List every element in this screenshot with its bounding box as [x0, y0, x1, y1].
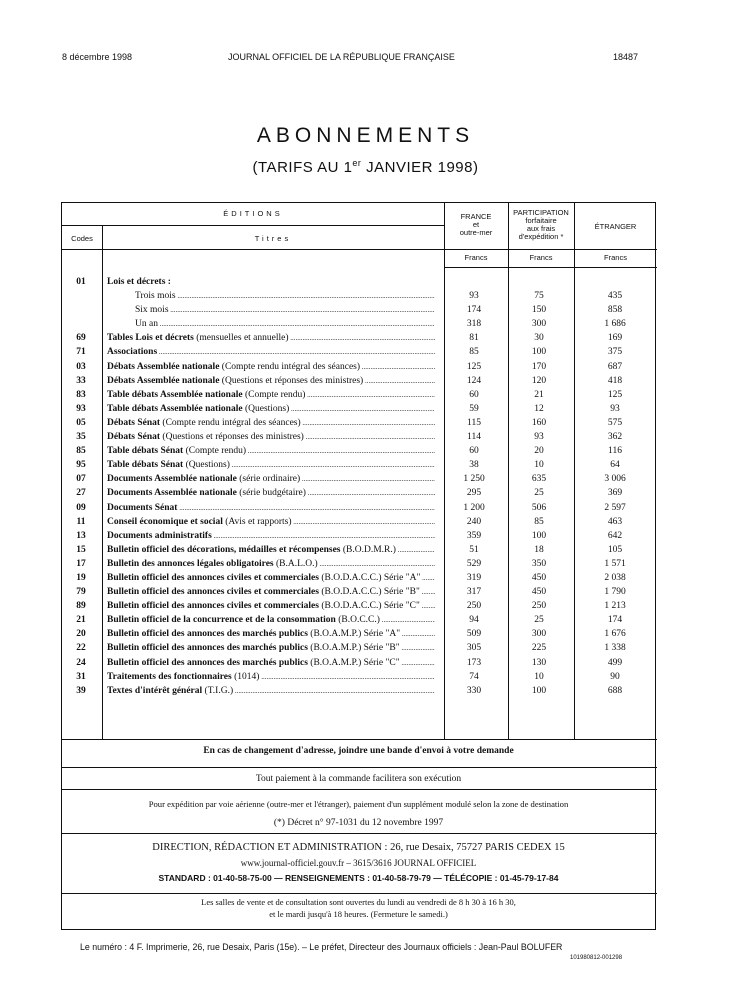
rule-header-bottom: [62, 249, 657, 250]
row-price-etranger: 687: [607, 361, 623, 372]
row-code: 13: [76, 530, 86, 541]
header-france-line-2: et: [472, 220, 480, 229]
row-price-etranger: 2 038: [604, 572, 626, 583]
row-code: 11: [76, 516, 86, 527]
row-price-participation: 635: [531, 474, 547, 485]
row-price-etranger: 575: [607, 417, 623, 428]
row-code: 21: [76, 615, 86, 626]
row-title-detail: (Compte rendu): [183, 446, 246, 457]
row-title-detail: (B.O.D.M.R.): [340, 544, 396, 555]
row-title-detail: (1014): [231, 671, 260, 682]
header-france: [444, 213, 508, 237]
row-price-etranger: 1 790: [604, 587, 626, 598]
row-price-participation: 93: [534, 432, 544, 443]
row-title: [107, 601, 435, 611]
row-title: [107, 658, 435, 668]
table-row: [61, 516, 656, 530]
row-title-bold: Textes d'intérêt général: [107, 685, 203, 696]
row-price-participation: 100: [531, 347, 547, 358]
table-row: [61, 403, 656, 417]
header-codes: Codes: [71, 234, 93, 243]
table-row: [61, 459, 656, 473]
page-subtitle: [0, 158, 731, 176]
row-title: [107, 376, 435, 386]
row-price-etranger: 64: [610, 460, 620, 471]
table-row: [61, 290, 656, 304]
row-price-etranger: 688: [607, 685, 623, 696]
row-title-detail: (B.O.A.M.P.) Série "C": [307, 657, 400, 668]
row-title-bold: Bulletin officiel de la concurrence et de la consommation: [107, 615, 336, 626]
row-title-bold: Documents Assemblée nationale: [107, 488, 237, 499]
contact-web: www.journal-officiel.gouv.fr – 3615/3616 JOURNAL OFFICIEL: [240, 858, 477, 868]
row-price-etranger: 1 686: [604, 319, 626, 330]
subscription-rows: [61, 276, 656, 699]
row-price-etranger: 642: [607, 530, 623, 541]
row-code: 69: [76, 333, 86, 344]
row-title-detail: (B.O.D.A.C.C.) Série "C": [318, 601, 420, 612]
row-price-participation: 350: [531, 558, 547, 569]
row-code: 33: [76, 375, 86, 386]
row-title: [107, 404, 435, 414]
header-participation-line-3: aux frais: [526, 224, 556, 233]
row-price-france: 250: [466, 601, 482, 612]
row-title-detail: (Questions et réponses des ministres): [219, 375, 364, 386]
contact-phones: STANDARD : 01-40-58-75-00 — RENSEIGNEMENTS : 01-40-58-79-79 — TÉLÉCOPIE : 01-45-79-17-84: [158, 873, 559, 883]
row-title-bold: Conseil économique et social: [107, 516, 223, 527]
row-title-bold: Lois et décrets :: [107, 277, 171, 287]
table-row: [61, 361, 656, 375]
row-price-etranger: 3 006: [604, 474, 626, 485]
header-editions: ÉDITIONS: [223, 209, 283, 218]
row-title-bold: Bulletin des annonces légales obligatoires: [107, 558, 274, 569]
row-title: [107, 460, 435, 470]
row-price-france: 174: [466, 305, 482, 316]
row-price-france: 125: [466, 361, 482, 372]
table-row: [61, 473, 656, 487]
row-code: 95: [76, 460, 86, 471]
rule-notes-3: [62, 833, 657, 834]
page-title: ABONNEMENTS: [256, 124, 475, 147]
subtitle-pre: (TARIFS AU 1: [252, 159, 353, 176]
note-payment: Tout paiement à la commande facilitera son exécution: [255, 774, 462, 784]
row-price-france: 59: [469, 403, 479, 414]
row-title-detail: (Compte rendu intégral des séances): [219, 361, 361, 372]
table-row: [61, 614, 656, 628]
row-title-bold: Débats Assemblée nationale: [107, 375, 220, 386]
row-price-etranger: 116: [608, 446, 622, 457]
row-price-etranger: 418: [607, 375, 623, 386]
row-price-participation: 18: [534, 544, 544, 555]
row-price-participation: 170: [531, 361, 547, 372]
row-price-etranger: 375: [607, 347, 623, 358]
header-france-line-3: outre-mer: [459, 228, 493, 237]
row-title-bold: Documents administratifs: [107, 530, 212, 541]
table-row: [61, 375, 656, 389]
row-title-bold: Bulletin officiel des annonces des marchés publics: [107, 629, 308, 640]
header-participation-line-1: PARTICIPATION: [513, 208, 569, 217]
row-title-detail: (B.O.A.M.P.) Série "A": [307, 629, 401, 640]
row-title: [107, 277, 435, 287]
row-price-participation: 130: [531, 657, 547, 668]
table-row: [61, 332, 656, 346]
header-date: 8 décembre 1998: [62, 52, 133, 62]
row-title: [135, 305, 435, 315]
row-price-participation: 30: [534, 333, 544, 344]
row-price-participation: 100: [531, 530, 547, 541]
row-price-participation: 250: [531, 601, 547, 612]
row-price-etranger: 499: [607, 657, 623, 668]
row-code: 15: [76, 544, 86, 555]
row-title: [107, 559, 435, 569]
rule-notes-1: [62, 767, 657, 768]
row-code: 22: [76, 643, 86, 654]
table-row: [61, 671, 656, 685]
row-title-bold: Table débats Assemblée nationale: [107, 403, 243, 414]
row-price-france: 529: [466, 558, 482, 569]
row-title-bold: Documents Assemblée nationale: [107, 474, 237, 485]
row-title-detail: (Questions): [242, 403, 290, 414]
row-price-france: 38: [469, 460, 479, 471]
row-code: 85: [76, 446, 86, 457]
row-title-bold: Bulletin officiel des annonces des marchés publics: [107, 657, 308, 668]
note-air-mail: Pour expédition par voie aérienne (outre-mer et l'étranger), paiement d'un supplément modulé selon la zone de destination: [148, 799, 569, 809]
table-row: [61, 431, 656, 445]
table-row: [61, 544, 656, 558]
row-title: [107, 672, 435, 682]
header-participation-line-2: forfaitaire: [525, 216, 557, 225]
row-price-etranger: 1 571: [604, 558, 626, 569]
row-title-detail: (série budgétaire): [236, 488, 306, 499]
row-price-participation: 21: [534, 389, 544, 400]
row-title-detail: Un an: [135, 319, 158, 330]
row-code: 03: [76, 361, 86, 372]
row-price-participation: 506: [531, 502, 547, 513]
table-row: [61, 558, 656, 572]
row-price-etranger: 1 338: [604, 643, 626, 654]
row-code: 01: [76, 277, 86, 287]
row-title-detail: (Avis et rapports): [222, 516, 292, 527]
row-code: 17: [76, 558, 86, 569]
rule-currency-bottom: [444, 267, 657, 268]
row-title: [107, 517, 435, 527]
row-price-france: 330: [466, 685, 482, 696]
row-title: [135, 319, 435, 329]
row-code: 20: [76, 629, 86, 640]
table-row: [61, 657, 656, 671]
row-code: 71: [76, 347, 86, 358]
row-title-detail: (B.O.A.M.P.) Série "B": [307, 643, 400, 654]
table-row: [61, 642, 656, 656]
rule-notes-4: [62, 893, 657, 894]
row-code: 24: [76, 657, 86, 668]
row-price-participation: 225: [531, 643, 547, 654]
footer-code: 101980812-001298: [570, 955, 623, 961]
header-france-line-1: FRANCE: [460, 212, 492, 221]
row-price-participation: 300: [531, 319, 547, 330]
row-title-bold: Table débats Sénat: [107, 460, 184, 471]
row-title: [135, 291, 435, 301]
header-participation: [508, 209, 574, 241]
row-price-france: 305: [466, 643, 482, 654]
row-price-participation: 450: [531, 572, 547, 583]
row-title: [107, 390, 435, 400]
contact-direction: DIRECTION, RÉDACTION ET ADMINISTRATION : 26, rue Desaix, 75727 PARIS CEDEX 15: [152, 842, 565, 853]
row-price-france: 317: [466, 587, 482, 598]
row-price-participation: 120: [531, 375, 547, 386]
currency-etranger: Francs: [604, 253, 627, 262]
row-title: [107, 503, 435, 513]
row-title-bold: Table débats Assemblée nationale: [107, 389, 243, 400]
row-title-detail: (série ordinaire): [236, 474, 301, 485]
row-title: [107, 362, 435, 372]
row-price-participation: 150: [531, 305, 547, 316]
table-row: [61, 276, 656, 290]
row-price-france: 319: [466, 572, 482, 583]
row-title-bold: Bulletin officiel des annonces civiles et commerciales: [107, 572, 319, 583]
row-price-etranger: 369: [607, 488, 623, 499]
row-code: 27: [76, 488, 86, 499]
row-price-participation: 10: [534, 671, 544, 682]
header-titres: Titres: [254, 234, 292, 243]
table-row: [61, 530, 656, 544]
row-price-participation: 450: [531, 587, 547, 598]
row-price-etranger: 2 597: [604, 502, 626, 513]
row-price-france: 115: [467, 417, 481, 428]
row-title-detail: (Compte rendu intégral des séances): [160, 417, 301, 428]
contact-hours-1: Les salles de vente et de consultation sont ouvertes du lundi au vendredi de 8 h 30 à 16 h 30,: [201, 897, 516, 907]
note-address-change: En cas de changement d'adresse, joindre une bande d'envoi à votre demande: [203, 746, 514, 756]
header-page-number: 18487: [613, 52, 639, 62]
row-price-etranger: 463: [607, 516, 623, 527]
row-price-france: 85: [469, 347, 479, 358]
row-title-bold: Bulletin officiel des décorations, médailles et récompenses: [107, 544, 341, 555]
row-price-etranger: 435: [607, 291, 623, 302]
row-price-etranger: 174: [607, 615, 623, 626]
row-price-etranger: 858: [607, 305, 623, 316]
row-price-participation: 100: [531, 685, 547, 696]
header-journal: JOURNAL OFFICIEL DE LA RÉPUBLIQUE FRANÇAISE: [228, 52, 455, 62]
row-title-detail: (mensuelles et annuelle): [193, 333, 289, 344]
table-row: [61, 346, 656, 360]
row-price-france: 60: [469, 389, 479, 400]
row-price-france: 81: [469, 333, 479, 344]
row-price-france: 60: [469, 446, 479, 457]
rule-notes-2: [62, 789, 657, 790]
table-row: [61, 318, 656, 332]
row-title-detail: (B.O.C.C.): [335, 615, 380, 626]
table-row: [61, 628, 656, 642]
row-title-bold: Débats Sénat: [107, 432, 161, 443]
rule-editions-under: [62, 225, 444, 226]
row-title-detail: (T.I.G.): [202, 685, 234, 696]
header-participation-line-4: d'expédition *: [518, 232, 564, 241]
row-title: [107, 333, 435, 343]
row-price-france: 318: [466, 319, 482, 330]
row-price-participation: 20: [534, 446, 544, 457]
table-row: [61, 685, 656, 699]
currency-participation: Francs: [529, 253, 553, 262]
table-row: [61, 487, 656, 501]
row-title: [107, 531, 435, 541]
table-row: [61, 572, 656, 586]
row-title-bold: Traitements des fonctionnaires: [107, 671, 232, 682]
table-row: [61, 417, 656, 431]
row-price-france: 1 200: [463, 502, 485, 513]
rule-table-end: [62, 739, 657, 740]
row-title-bold: Bulletin officiel des annonces civiles et commerciales: [107, 587, 319, 598]
row-title-detail: (Compte rendu): [242, 389, 306, 400]
row-code: 39: [76, 685, 86, 696]
row-title-bold: Documents Sénat: [107, 502, 178, 513]
row-price-france: 94: [469, 615, 479, 626]
row-title-detail: (B.O.D.A.C.C.) Série "B": [318, 587, 420, 598]
subtitle-post: JANVIER 1998): [361, 159, 479, 176]
row-title: [107, 573, 435, 583]
row-title-bold: Table débats Sénat: [107, 446, 184, 457]
row-title-detail: (B.O.D.A.C.C.) Série "A": [318, 572, 421, 583]
note-decree: (*) Décret n° 97-1031 du 12 novembre 1997: [273, 818, 444, 828]
row-price-france: 93: [469, 291, 479, 302]
row-code: 35: [76, 432, 86, 443]
row-code: 79: [76, 587, 86, 598]
row-code: 83: [76, 389, 86, 400]
row-price-etranger: 169: [607, 333, 623, 344]
row-price-france: 124: [466, 375, 482, 386]
row-title-bold: Bulletin officiel des annonces des marchés publics: [107, 643, 308, 654]
subtitle-sup: er: [352, 158, 362, 168]
currency-france: Francs: [464, 253, 488, 262]
row-price-etranger: 1 213: [604, 601, 626, 612]
row-price-participation: 10: [534, 460, 544, 471]
row-price-france: 1 250: [463, 474, 485, 485]
table-row: [61, 600, 656, 614]
row-title-detail: Trois mois: [135, 291, 176, 302]
row-title: [107, 545, 435, 555]
row-price-france: 509: [466, 629, 482, 640]
table-row: [61, 304, 656, 318]
row-price-participation: 12: [534, 403, 544, 414]
table-row: [61, 586, 656, 600]
row-title-detail: (Questions et réponses des ministres): [160, 432, 304, 443]
row-title: [107, 347, 435, 357]
table-row: [61, 389, 656, 403]
table-row: [61, 445, 656, 459]
row-price-france: 173: [466, 657, 482, 668]
row-title-detail: (B.A.L.O.): [273, 558, 318, 569]
row-code: 09: [76, 502, 86, 513]
row-price-france: 74: [469, 671, 479, 682]
row-title: [107, 615, 435, 625]
row-price-etranger: 90: [610, 671, 620, 682]
row-price-participation: 85: [534, 516, 544, 527]
header-etranger: ÉTRANGER: [594, 222, 637, 231]
row-title: [107, 686, 435, 696]
row-price-participation: 160: [531, 417, 547, 428]
row-price-etranger: 125: [607, 389, 623, 400]
table-row: [61, 502, 656, 516]
row-price-etranger: 362: [607, 432, 623, 443]
row-title: [107, 629, 435, 639]
row-title: [107, 587, 435, 597]
row-code: 07: [76, 474, 86, 485]
row-price-france: 295: [466, 488, 482, 499]
row-code: 31: [76, 671, 86, 682]
row-code: 89: [76, 601, 86, 612]
row-title-bold: Associations: [107, 347, 158, 358]
row-title: [107, 474, 435, 484]
row-title: [107, 418, 435, 428]
footer-line: Le numéro : 4 F. Imprimerie, 26, rue Desaix, Paris (15e). – Le préfet, Directeur des Journaux officiels : Jean-Paul BOLUFER: [80, 942, 563, 952]
row-price-france: 114: [467, 432, 481, 443]
row-title-detail: Six mois: [135, 305, 169, 316]
row-title-bold: Débats Sénat: [107, 417, 161, 428]
row-title-detail: (Questions): [183, 460, 230, 471]
row-price-etranger: 93: [610, 403, 620, 414]
contact-hours-2: et le mardi jusqu'à 18 heures. (Fermeture le samedi.): [269, 909, 448, 919]
row-title-bold: Tables Lois et décrets: [107, 333, 194, 344]
row-title: [107, 643, 435, 653]
row-title: [107, 488, 435, 498]
row-code: 19: [76, 572, 86, 583]
row-code: 05: [76, 417, 86, 428]
row-price-france: 240: [466, 516, 482, 527]
row-price-participation: 25: [534, 615, 544, 626]
row-price-etranger: 1 676: [604, 629, 626, 640]
row-code: 93: [76, 403, 86, 414]
row-price-participation: 25: [534, 488, 544, 499]
row-title: [107, 432, 435, 442]
row-price-etranger: 105: [607, 544, 623, 555]
row-title-bold: Débats Assemblée nationale: [107, 361, 220, 372]
row-price-france: 51: [469, 544, 479, 555]
row-price-france: 359: [466, 530, 482, 541]
row-title: [107, 446, 435, 456]
row-title-bold: Bulletin officiel des annonces civiles et commerciales: [107, 601, 319, 612]
row-price-participation: 75: [534, 291, 544, 302]
row-price-participation: 300: [531, 629, 547, 640]
